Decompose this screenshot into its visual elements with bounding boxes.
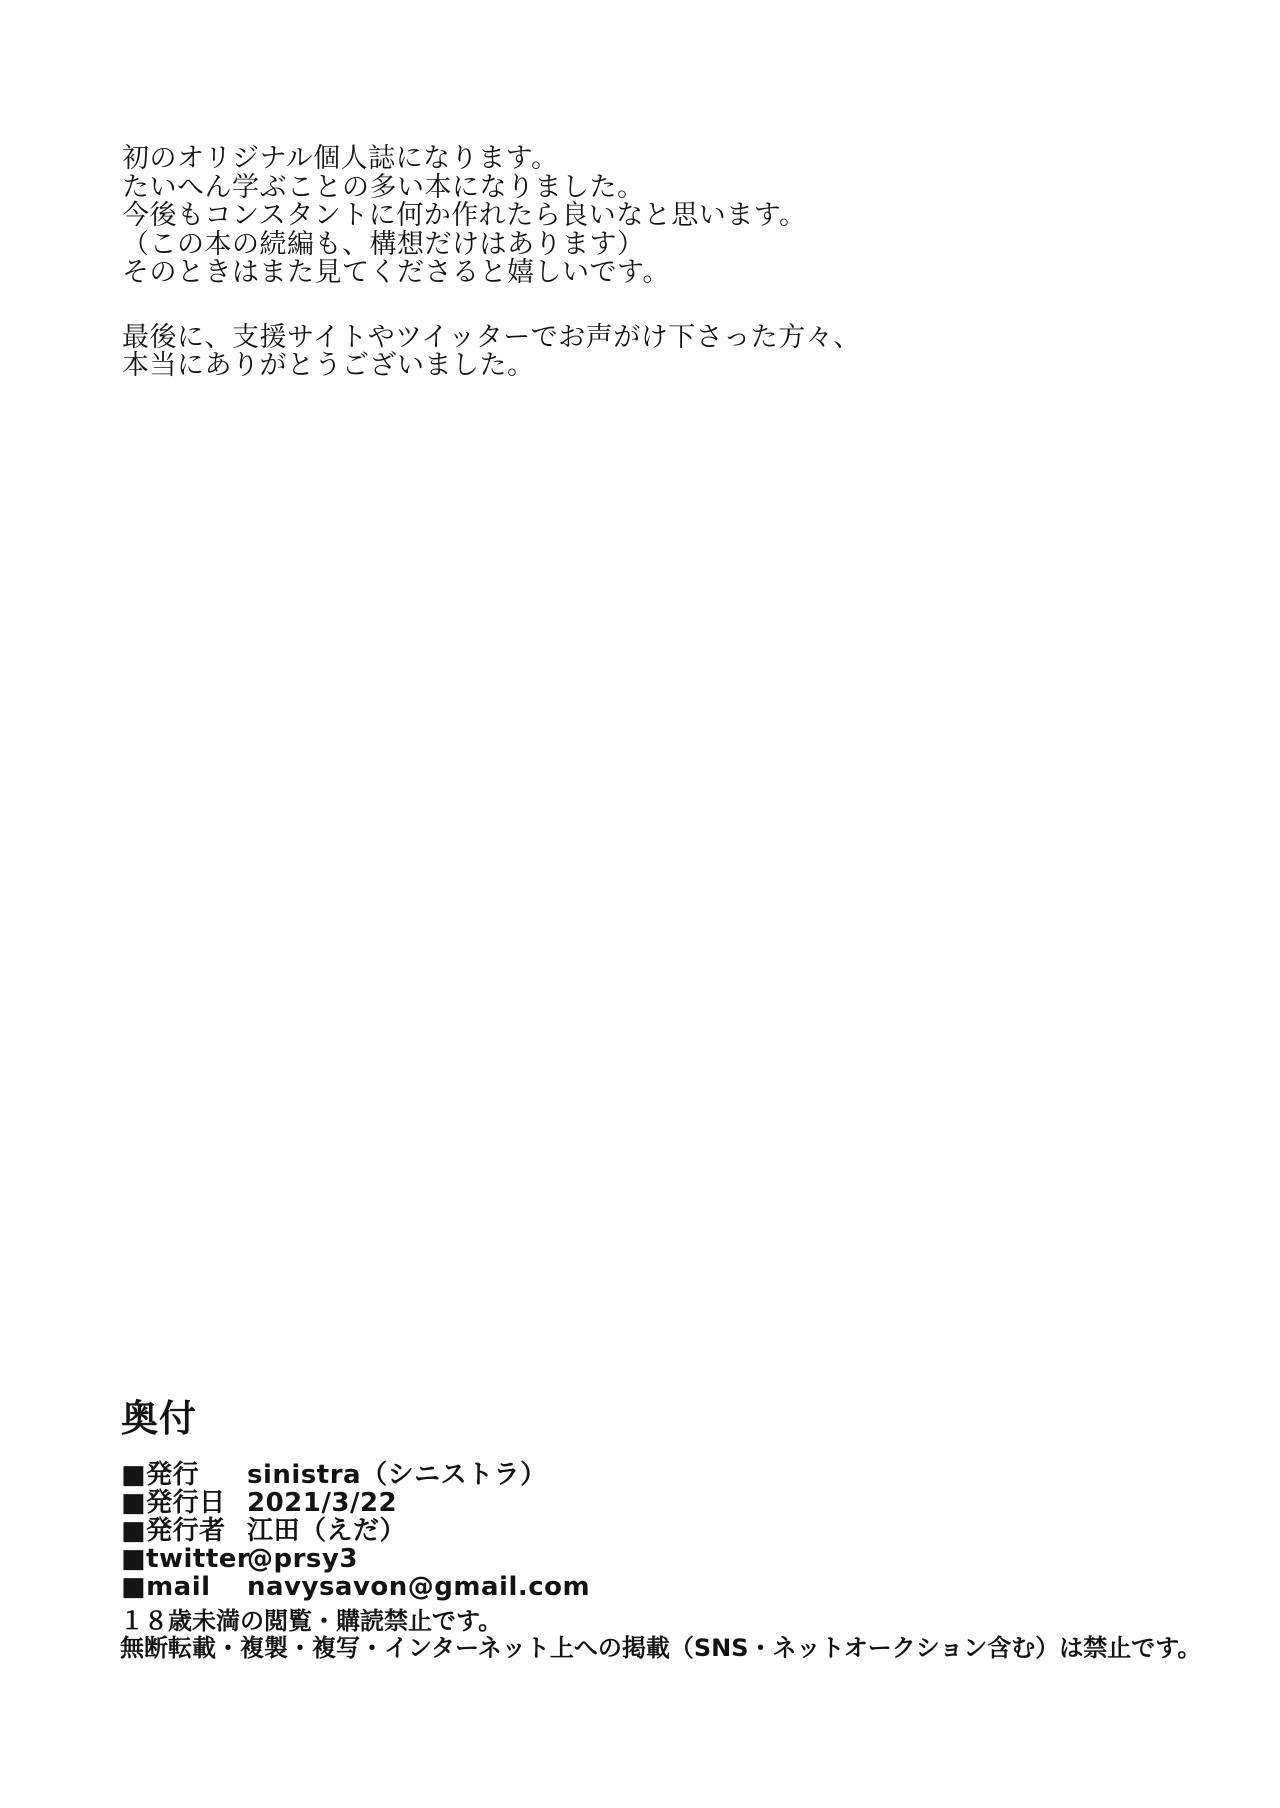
age-restriction-notice: １８歳未満の閲覧・購読禁止です。: [120, 1607, 503, 1635]
afterword-line: たいへん学ぶことの多い本になりました。: [122, 171, 645, 203]
colophon-entry-value: 2021/3/22: [247, 1488, 398, 1518]
colophon-notices: [120, 1608, 1201, 1661]
colophon-entry-value: @prsy3: [247, 1544, 358, 1574]
afterword-text-block: [122, 145, 861, 381]
colophon-entry-value: sinistra（シニストラ）: [247, 1460, 547, 1490]
afterword-thanks-line: 本当にありがとうございました。: [122, 350, 535, 381]
reproduction-prohibited-notice: 無断転載・複製・複写・インターネット上への掲載（SNS・ネットオークション含む）は禁止です。: [120, 1633, 1202, 1662]
colophon-entry-publisher: [121, 1461, 590, 1489]
colophon-entry-label: ■発行: [121, 1460, 200, 1490]
colophon-entry-publish-date: [121, 1489, 590, 1517]
colophon-entry-label: ■twitter: [121, 1544, 251, 1574]
colophon-entry-twitter: [121, 1545, 590, 1573]
colophon-entry-author: [121, 1517, 590, 1545]
colophon-entry-label: ■発行者: [121, 1516, 226, 1546]
afterword-line: そのときはまた見てくださると嬉しいです。: [122, 257, 670, 288]
colophon-entries: [121, 1461, 590, 1601]
colophon-entry-value: navysavon@gmail.com: [247, 1572, 591, 1602]
afterword-line: 今後もコンスタントに何か作れたら良いなと思います。: [122, 200, 807, 231]
afterword-line: （この本の続編も、構想だけはあります）: [122, 228, 645, 260]
afterword-thanks-line: 最後に、支援サイトやツイッターでお声がけ下さった方々、: [122, 321, 861, 353]
colophon-entry-mail: [121, 1573, 590, 1601]
colophon-entry-label: ■発行日: [121, 1488, 226, 1518]
afterword-line: 初のオリジナル個人誌になります。: [122, 143, 559, 174]
colophon-entry-value: 江田（えだ）: [247, 1516, 407, 1546]
colophon-heading: 奥付: [121, 1397, 197, 1440]
colophon-entry-label: ■mail: [121, 1572, 211, 1602]
